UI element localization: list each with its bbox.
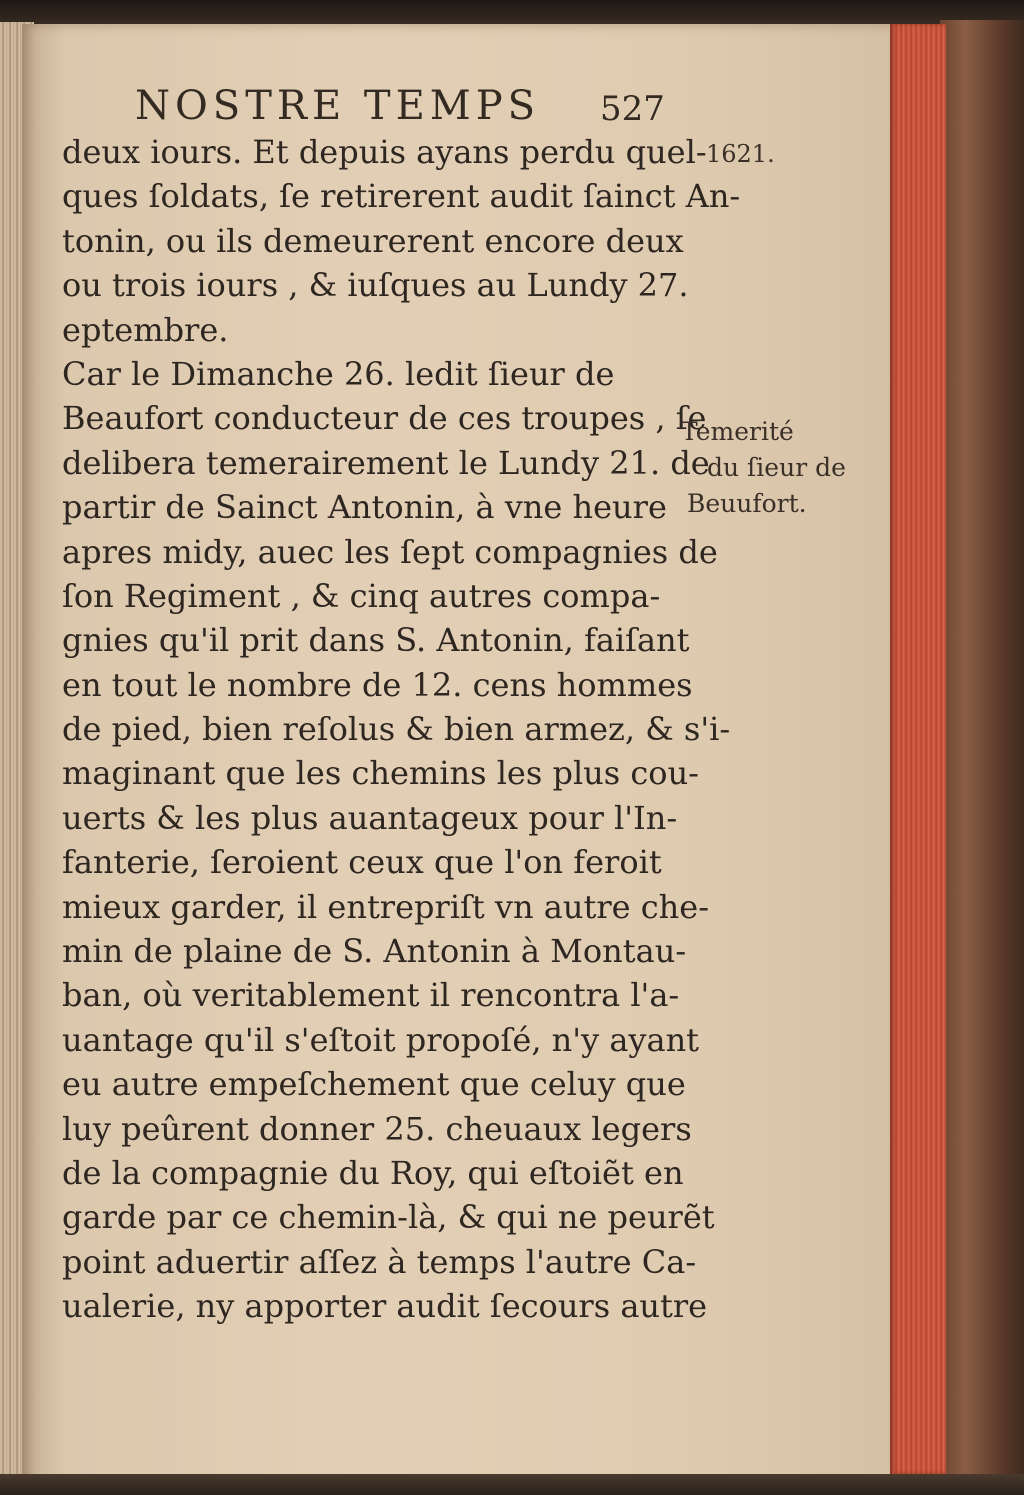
text-line: min de plaine de S. Antonin à Montau-	[62, 932, 687, 971]
text-line: delibera temerairement le Lundy 21. de	[62, 443, 710, 482]
text-line: ban, où veritablement il rencontra l'a-	[62, 976, 680, 1015]
text-line: partir de Sainct Antonin, à vne heure	[62, 488, 667, 527]
text-line: Beaufort conducteur de ces troupes , ſe	[62, 399, 707, 438]
text-line: apres midy, auec les ſept compagnies de	[62, 532, 718, 571]
text-line: uantage qu'il s'eſtoit propoſé, n'y ayant	[62, 1020, 700, 1059]
text-line: ualerie, ny apporter audit ſecours autre	[62, 1287, 708, 1326]
margin-year: 1621.	[706, 140, 775, 168]
text-line: tonin, ou ils demeurerent encore deux	[62, 221, 684, 260]
text-line: point aduertir aſſez à temps l'autre Ca-	[62, 1242, 697, 1281]
text-line: deux iours. Et depuis ayans perdu quel-	[62, 133, 707, 171]
bottom-edge	[0, 1474, 1024, 1495]
margin-note-line: du ſieur de	[707, 453, 846, 482]
red-fore-edge	[890, 24, 946, 1474]
book-cover-edge	[940, 20, 1024, 1495]
text-line: eu autre empeſchement que celuy que	[62, 1065, 686, 1104]
text-line: luy peûrent donner 25. cheuaux legers	[62, 1109, 692, 1148]
text-line: mieux garder, il entrepriſt vn autre che-	[62, 887, 710, 926]
text-line: de la compagnie du Roy, qui eſtoiẽt en	[62, 1153, 684, 1192]
text-line: ques ſoldats, ſe retirerent audit ſainct An-	[62, 177, 741, 216]
text-line: gnies qu'il prit dans S. Antonin, faiſant	[62, 621, 690, 660]
running-title: NOSTRE TEMPS	[135, 83, 541, 129]
text-line: eptembre.	[62, 310, 229, 349]
page-number: 527	[600, 89, 665, 129]
text-line: maginant que les chemins les plus cou-	[62, 754, 699, 793]
margin-note-line: Temerité	[681, 417, 794, 446]
margin-note-line: Beuufort.	[687, 489, 807, 518]
text-line: ſon Regiment , & cinq autres compa-	[62, 576, 661, 615]
text-line: ou trois iours , & iuſques au Lundy 27.	[62, 266, 689, 305]
margin-note	[681, 414, 851, 522]
text-line: uerts & les plus auantageux pour l'In-	[62, 798, 678, 837]
text-line: garde par ce chemin-là, & qui ne peurẽt	[62, 1198, 715, 1237]
text-line: en tout le nombre de 12. cens hommes	[62, 665, 693, 704]
text-line: de pied, bien reſolus & bien armez, & s'i-	[62, 710, 731, 749]
text-line: fanterie, ſeroient ceux que l'on feroit	[62, 843, 662, 882]
text-line: Car le Dimanche 26. ledit ſieur de	[62, 354, 615, 393]
